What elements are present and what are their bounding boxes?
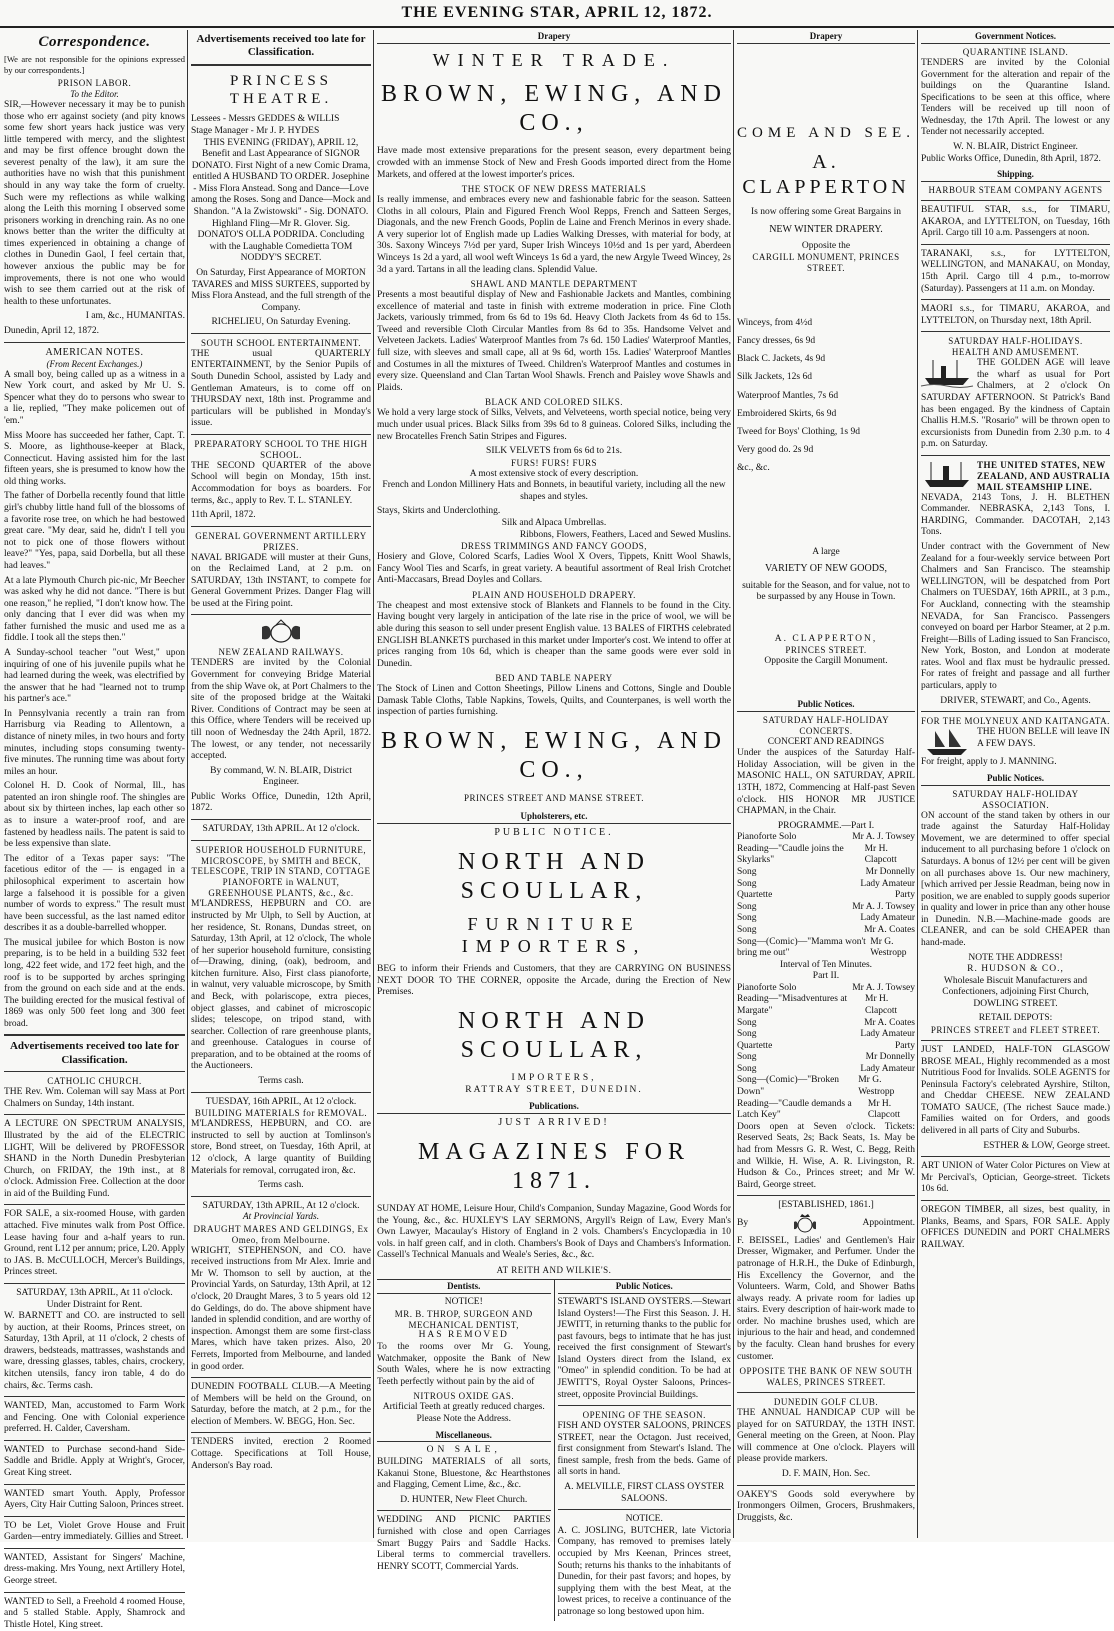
us-mail-body: Under contract with the Government of New Zealand for a four-weekly service between Port Chalmers and San Francisco. The steamship WELLINGTON, will be despatched from Port Chalmers on TUESDAY, 16th APRIL, at 3 p.m., For Auckland, connecting with the steamship NEVADA, for San Francisco. Passengers conveyed on board per Harbor Steamer, at 2 p.m. Freight—Bills of Lading issued to San Francisco, New York, Boston, and London at moderate rates. Wool and flax must be hydraulic pressed. For rates of freight and passage and all further particulars, apply to <box>921 542 1110 691</box>
programme-item-value: Mr A. Coates <box>864 1017 915 1028</box>
programme-item <box>737 925 915 937</box>
programme-item <box>737 879 915 891</box>
oysters-notice: STEWART'S ISLAND OYSTERS.—Stewart Island Oysters!—The First this Season. J. H. JEWITT, in returning thanks to the public for past favours, begs to intimate that he has just received the first consignment of Stewart's Island Oysters direct from the Island, ex "Omeo" in splendid condition. To be had at JEWITT'S, Royal Oyster Saloons, Princes-street, opposite Provincial Buildings. <box>557 1296 731 1400</box>
terms-label: Terms cash. <box>258 1076 304 1087</box>
taranaki: TARANAKI, s.s., for LYTTELTON, WELLINGTON, and MANAKAU, on Monday, 15th April. Cargo till 4 p.m., to-morrow (Saturday). Passengers at 11 a.m. on Monday. <box>921 248 1110 294</box>
american-notes-heading: AMERICAN NOTES. <box>45 346 144 358</box>
come-and-see: COME AND SEE. <box>737 124 915 141</box>
wanted-ad: WANTED to Purchase second-hand Side-Saddle and Bridle. Apply at Wright's, Grocer, Great King street. <box>4 1444 185 1479</box>
church-notice: THE Rev. Wm. Coleman will say Mass at Port Chalmers on Sunday, 14th instant. <box>4 1087 185 1109</box>
theatre-heading: PRINCESS THEATRE. <box>229 72 333 108</box>
railways-heading: NEW ZEALAND RAILWAYS. <box>218 647 344 658</box>
by-label: By <box>737 1218 749 1229</box>
brown-ewing-footer: BROWN, EWING, AND CO., <box>381 727 727 784</box>
programme-item-label: Song <box>737 867 757 878</box>
plain-body: The cheapest and most extensive stock of Blankets and Flannels to be found in the City. Having bought very largely in anticipation of the late rise in the price of wool, we will be able during this season to sell under present English value. 13 BALES of FIRTHS celebrated ENGLISH BLANKETS purchased in this market under Importer's cost. We intend to offer at prices ranging from 10s 6d, which is cheaper than the same goods were ever sold in Dunedin. <box>377 600 731 669</box>
harbour-heading: HARBOUR STEAM COMPANY AGENTS <box>928 185 1103 196</box>
price-item <box>737 332 915 350</box>
quarantine-office: Public Works Office, Dunedin, 8th April, 1872. <box>921 153 1101 164</box>
prep-date: 11th April, 1872. <box>191 510 256 521</box>
wedding-parties: WEDDING AND PICNIC PARTIES furnished with close and open Carriages Smart Buggy Pairs and Saddle Hacks. Liberal terms to commercial travellers. HENRY SCOTT, Commercial Yards. <box>377 1515 551 1572</box>
church-heading: CATHOLIC CHURCH. <box>47 1076 142 1087</box>
programme-item <box>737 1041 915 1053</box>
programme-item-label: Pianoforte Solo <box>737 982 797 993</box>
princes-street: PRINCES STREET. <box>785 645 867 656</box>
clapperton-sign: A. CLAPPERTON, <box>774 633 878 644</box>
american-note: Miss Moore has succeeded her father, Capt. T. S. Moore, as lighthouse-keeper at Black, Connecticut. Having assisted him for the last fifteen years, she is presumed to know how the old thing works. <box>4 430 185 487</box>
bed-body: The Stock of Linen and Cotton Sheetings, Pillow Linens and Cottons, Single and Double Damask Table Cloths, Table Napkins, Towels, Quilts, and Counterpanes, is well worth the inspection of parties furnishing. <box>377 684 731 718</box>
section-drapery: Drapery <box>377 30 731 44</box>
dentist-removed: HAS REMOVED <box>418 1330 509 1341</box>
retail-address: PRINCES STREET and FLEET STREET. <box>930 1025 1101 1036</box>
opposite-label: Opposite the <box>801 240 851 251</box>
winter-trade-heading: WINTER TRADE. <box>432 49 676 70</box>
just-arrived: JUST ARRIVED! <box>498 1117 610 1129</box>
column-2 <box>191 30 371 1538</box>
programme-item <box>737 913 915 925</box>
programme-item <box>737 902 915 914</box>
brown-ewing-heading: BROWN, EWING, AND CO., <box>381 80 727 137</box>
programme-item-label: Song <box>737 878 757 889</box>
programme-item-label: Song <box>737 1029 757 1040</box>
masthead: THE EVENING STAR, APRIL 12, 1872. <box>0 0 1114 28</box>
melville-sign: A. MELVILLE, FIRST CLASS OYSTER SALOONS. <box>564 1482 725 1504</box>
programme-item <box>737 1018 915 1030</box>
programme-item-label: Song—(Comic)—"Mamma won't bring me out" <box>737 936 866 959</box>
cargill-address: CARGILL MONUMENT, PRINCES STREET. <box>752 252 900 274</box>
school-heading: SOUTH SCHOOL ENTERTAINMENT. <box>201 337 361 348</box>
interval: Interval of Ten Minutes. <box>779 959 873 970</box>
late-ads-heading: Advertisements received too late for Classification. <box>196 33 366 59</box>
american-note: The musical jubilee for which Boston is now preparing, is to be held in a building 532 feet long, 422 feet wide, and 172 feet high, and the roof is to be supported by arches springing from the ground on each side and at the ends. The building erected for the musical festival of 1869 was only 500 feet long and 300 feet broad. <box>4 937 185 1029</box>
silk-heading: BLACK AND COLORED SILKS. <box>484 397 623 408</box>
price-item-label: Fancy dresses, 6s 9d <box>737 336 816 347</box>
concert-heading: SATURDAY HALF-HOLIDAY CONCERTS. <box>762 714 890 736</box>
correspondence-title: Correspondence. <box>38 34 151 50</box>
wanted-ad: WANTED, Man, accustomed to Farm Work and Fencing. One with Colonial experience preferred. H. Calder, Caversham. <box>4 1401 185 1435</box>
shawl-body: Presents a most beautiful display of New and Fashionable Jackets and Mantles, combining excellence of material and taste in finish with extreme moderation in price. Fine Cloth Jackets, variously trimmed, from 6s 6d to 19s 6d. Heavy Cloth Jackets from 4s 6d to 15s. Tweed and reversible Cloth Circular Mantles from 8s 6d to 35s. Handsome Velvet and Velveteen Jackets. Ladies' Waterproof Mantles from 7s 6d. 150 Ladies' Waterproof Mantles, full size, with sleeves and small cape, all at 9s 6d, worth 15s. Ladies' Waterproof Mantles and Costumes in all the mixtures of Tweed. Children's Waterproof Mantles and costumes in every size. Queensland and Clan Tartan Wool Shawls. French and Paisley wove Shawls and Plaids. <box>377 290 731 393</box>
barnett-auction: W. BARNETT and CO. are instructed to sell by auction, at their Rooms, Princes street, on Saturday, 13th April, at 11 o'clock, 2 chests of drawers, bedsteads, mattrasses, washstands and ware, dressing glasses, tables, chairs, crockery, kitchen utensils, fancy iron table, 4 do do chairs, &c. Terms cash. <box>4 1311 185 1391</box>
programme-item-value: Lady Amateur <box>860 913 915 924</box>
programme-item-value: Mr Donnelly <box>865 867 915 878</box>
velvet-line: SILK VELVETS from 6s 6d to 21s. <box>486 446 622 457</box>
artillery-notice: NAVAL BRIGADE will muster at their Guns, on the Reclaimed Land, at 2 p.m. on SATURDAY, 13th INSTANT, to compete for General Government Prizes. Danger Flag will be used at the Firing point. <box>191 552 371 609</box>
programme-item <box>737 832 915 844</box>
prison-date: Dunedin, April 12, 1872. <box>4 325 99 336</box>
section-public-notices: Public Notices. <box>737 698 915 712</box>
price-item-label: Tweed for Boys' Clothing, 1s 9d <box>737 426 860 437</box>
section-government-notices: Government Notices. <box>921 30 1110 44</box>
steamship-icon <box>921 358 973 388</box>
furs-heading: FURS! FURS! FURS <box>510 457 598 468</box>
artillery-heading: GENERAL GOVERNMENT ARTILLERY PRIZES. <box>195 530 367 552</box>
programme-item-label: Reading—"Caudle demands a Latch Key" <box>737 1098 852 1121</box>
theatre-lessees: Lessees - Messrs GEDDES & WILLIS <box>191 114 340 125</box>
american-note: At a late Plymouth Church pic-nic, Mr Beecher was asked why he did not dance. "There is but one reason," he replied, "I don't know how. The only dancing that I ever did was when my father furnished the music and used me as a fiddle. I took all the steps then." <box>4 575 185 644</box>
beautiful-star: BEAUTIFUL STAR, s.s., for TIMARU, AKAROA, and LYTTELTON, on Tuesday, 16th April. Cargo till 10 a.m. Passengers at noon. <box>921 205 1110 239</box>
prison-signature: I am, &c., HUMANITAS. <box>85 311 185 322</box>
programme-item-label: Reading—"Caudle joins the Skylarks" <box>737 843 844 866</box>
auction-date: SATURDAY, 13th APRIL, At 11 o'clock. <box>16 1287 173 1298</box>
column-4 <box>737 30 915 1538</box>
golf-body: THE ANNUAL HANDICAP CUP will be played for on SATURDAY, the 13TH INST. General meeting on the Green, at Noon. Play will commence at One o'clock. Players will please provide markers. <box>737 1408 915 1465</box>
railways-notice: TENDERS are invited by the Colonial Government for conveying Bridge Material from the ship Wave ok, at Port Chalmers to the site of the proposed bridge at the Waitaki River. Conditions of Contract may be seen at this Office, where Tenders will be received up till noon of Wednesday the 24th April, 1872. The lowest, or any tender, not necessarily accepted. <box>191 658 371 762</box>
glasgow-meal: JUST LANDED, HALF-TON GLASGOW BROSE MEAL, Highly recommended as a most Nutritious Food for Invalids. SOLE AGENTS for Peninsula Factory's celebrated Ayrshire, Stilton, and Cheddar CHEESE. NEW ZEALAND TOMATO SAUCE, (The richest Sauce made.) Families waited on for Orders, and goods delivered in all parts of City and Suburbs. <box>921 1044 1110 1137</box>
draught-heading: DRAUGHT MARES AND GELDINGS, Ex Omeo, from Melbourne. <box>193 1223 369 1245</box>
us-mail-ships: NEVADA, 2143 Tons, J. H. BLETHEN Commander. NEBRASKA, 2,143 Tons, I. HARDING, Commander. DACOTAH, 2,143 Tons. <box>921 492 1110 538</box>
column-5 <box>921 30 1110 1538</box>
programme-item <box>737 937 915 960</box>
programme-item-value: Mr H. Clapcott <box>867 1098 901 1121</box>
josling-notice-label: NOTICE. <box>625 1514 663 1525</box>
brown-ewing-address: PRINCES STREET AND MANSE STREET. <box>464 793 644 804</box>
section-miscellaneous: Miscellaneous. <box>377 1429 551 1443</box>
football-notice: DUNEDIN FOOTBALL CLUB.—A Meeting of Members will be held on the Ground, on Saturday, before the match, at 2 p.m., for the election of Members. W. BEGG, Hon. Sec. <box>191 1382 371 1427</box>
building-auction: M'LANDRESS, HEPBURN, and CO. are instructed to sell by auction at Tomlinson's store, Bond street, on Tuesday, 16th April, at 12 o'clock, A large quantity of Building Materials for removal, corrugated iron, &c. <box>191 1119 371 1176</box>
importers-label: IMPORTERS, <box>511 1073 597 1084</box>
american-note: A Sunday-school teacher "out West," upon inquiring of one of his juvenile pupils what he had learned during the week, was electrified by the answer that he had "learned not to trump his partner's ace." <box>4 647 185 705</box>
american-note: The editor of a Texas paper says: "The facetious editor of the — is engaged in a philosophical experiment to ascertain how large a falsehood it is possible for a given number of words to express." The result must have been successful, as the last named editor describes it as a double-barrelled whopper. <box>4 853 185 934</box>
concert-body: Under the auspices of the Saturday Half-Holiday Association, will be given in the MASONIC HALL, ON SATURDAY, APRIL 13TH, 1872, Commencing at Half-past Seven o'clock. HIS HONOR MR JUSTICE CHAPMAN, in the Chair. <box>737 748 915 817</box>
nitrous-oxide: NITROUS OXIDE GAS. <box>413 1391 515 1402</box>
furs-body: A most extensive stock of every description. <box>469 468 639 479</box>
programme-list-1 <box>737 832 915 959</box>
association-heading: SATURDAY HALF-HOLIDAY ASSOCIATION. <box>952 788 1079 810</box>
price-item <box>737 423 915 441</box>
draught-auction: WRIGHT, STEPHENSON, and CO. have received instructions from Mr Alex. Imrie and Mr W. Thomson to sell by auction, at the Provincial Yards, on Saturday, 13th April, at 12 o'clock, 20 Draught Mares, 3 to 5 years old 12 do Geldings, do do. The above shipment have landed in splendid condition, and are worthy of inspection. Amongst them are some first-class Mares, which have taken prizes. Also, 20 Ferrets, Imported from Melbourne, and landed in good order. <box>191 1245 371 1372</box>
programme-item <box>737 867 915 879</box>
umbrellas-line: Silk and Alpaca Umbrellas. <box>501 517 607 528</box>
prep-heading: PREPARATORY SCHOOL TO THE HIGH SCHOOL. <box>194 438 368 460</box>
health-heading: HEALTH AND AMUSEMENT. <box>951 347 1080 358</box>
programme-item-value: Mr Donnelly <box>865 1052 915 1063</box>
golf-heading: DUNEDIN GOLF CLUB. <box>773 1397 879 1408</box>
auction-date: SATURDAY, 13th APRIL. At 12 o'clock. <box>202 823 360 834</box>
programme-item <box>737 1064 915 1076</box>
section-dentists: Dentists. <box>377 1280 551 1294</box>
late-ads-heading: Advertisements received too late for Classification. <box>9 1040 179 1066</box>
north-scoullar-heading-2: NORTH AND SCOULLAR, <box>458 1007 650 1064</box>
section-shipping: Shipping. <box>921 168 1110 182</box>
programme-item <box>737 890 915 902</box>
programme-item-value: Mr A. J. Towsey <box>852 901 915 912</box>
distraint-label: Under Distraint for Rent. <box>46 1299 143 1310</box>
wanted-ad: WANTED smart Youth. Apply, Professor Ayers, City Hair Cutting Saloon, Princes street. <box>4 1488 185 1511</box>
programme-item-value: Mr H. Clapcott <box>865 994 898 1016</box>
on-sale-body: BUILDING MATERIALS of all sorts, Kakanui Stone, Bluestone, &c Hearthstones and Flagging, Cement Lime, &c., &c. <box>377 1457 551 1491</box>
programme-item <box>737 1075 915 1098</box>
bank-address: OPPOSITE THE BANK OF NEW SOUTH WALES, PRINCES STREET. <box>739 1366 913 1388</box>
programme-item-value: Lady Amateur <box>860 1029 915 1040</box>
artificial-teeth: Artificial Teeth at greatly reduced charges. Please Note the Address. <box>382 1402 545 1424</box>
price-item-label: Silk Jackets, 12s 6d <box>737 372 812 383</box>
column-divider <box>733 30 734 1538</box>
dress-heading: THE STOCK OF NEW DRESS MATERIALS <box>461 184 647 195</box>
association-body: ON account of the stand taken by others in our trade against the Saturday Half-Holiday Movement, we are determined to offer special inducement to all purchasing before 1 o'clock on Saturdays. A bonus of 12½ per cent will be given on all purchases above 1s. Our new machinery, [which arrived per Jessie Readman, being now in position, we are enabled to supply goods superior in quality and lower in price than any other house in Dunedin. N.B.—Machine-made goods are CLEANER, and can be sold CHEAPER than hand-made. <box>921 810 1110 948</box>
american-note: The father of Dorbella recently found that little girl's chubby little hand full of the blossoms of a favorite rose tree, on which he had bestowed great care. "My dear, said he, didn't I tell you not to pick one of those flowers without leave?" "Yes, papa, said Dorbella, but all these had leaves." <box>4 491 185 571</box>
north-scoullar-heading: NORTH AND SCOULLAR, <box>458 848 650 904</box>
programme-item-value: Party <box>894 1040 915 1051</box>
terms-label: Terms cash. <box>258 1180 304 1191</box>
clapperton-intro: Is now offering some Great Bargains in <box>750 207 902 218</box>
price-item <box>737 405 915 423</box>
huon-apply: For freight, apply to J. MANNING. <box>921 757 1057 768</box>
dress-body: Is really immense, and embraces every new and fashionable fabric for the season. Satteen Cloths in all colours, Plain and Figured French Wool Repps, French and Satteen Serges, Diagonals, and the new French Goods, Poplin de Laine and French Merinos in every shade. A very superior lot of English made up Ladies Walking Dresses, with material for body, at 30s. Saxony Winceys 7½d per yard, Super Irish Winceys 10½d and 1s per yard, Aberdeen Winceys 1s 2d a yard, all wool weft Winceys 1s 6d a yard, the new Argyle Tweed Wincey, 2s 3d a yard. Tartans in all the leading clans. Splendid Value. <box>377 195 731 275</box>
magazines-body: SUNDAY AT HOME, Leisure Hour, Child's Companion, Sunday Magazine, Good Words for the Young, &c., &c. HUXLEY'S LAY SERMONS, Argyll's Reign of Law, Every Man's Own Lawyer, Macaulay's History of England in 2 vols. Chambers's Encyclopædia in 10 vols. in half green calf, and in cloth. Chambers's Book of Days and Chambers's Information. Cassell's Technical Manuals and Weale's Series, &c., &c. <box>377 1204 731 1261</box>
theatre-manager: Stage Manager - Mr J. P. HYDES <box>191 125 320 136</box>
wanted-ad: WANTED to Sell, a Freehold 4 roomed House, and 5 stalled Stable. Apply, Shamrock and Thistle Hotel, King street. <box>4 1596 185 1630</box>
quarantine-sign: W. N. BLAIR, District Engineer. <box>953 141 1078 152</box>
programme-item-value: Mr A. J. Towsey <box>852 982 915 993</box>
concert-sub: CONCERT AND READINGS <box>767 736 885 747</box>
programme-item-label: Song <box>737 1017 757 1028</box>
price-item-label: Winceys, from 4½d <box>737 318 813 329</box>
coat-of-arms-icon <box>256 619 306 645</box>
programme-item <box>737 1099 915 1122</box>
esther-low: ESTHER & LOW, George street. <box>983 1140 1110 1151</box>
price-item-label: Waterproof Mantles, 7s 6d <box>737 390 839 401</box>
price-item <box>737 387 915 405</box>
hudson-body: Wholesale Biscuit Manufacturers and Confectioners, adjoining First Church, DOWLING STREET. <box>942 975 1089 1009</box>
public-notice-heading: PUBLIC NOTICE. <box>494 827 614 839</box>
price-item-label: Very good do. 2s 9d <box>737 444 814 455</box>
golf-secretary: D. F. MAIN, Hon. Sec. <box>781 1468 871 1479</box>
concert-tickets: Doors open at Seven o'clock. Tickets: Reserved Seats, 2s; Back Seats, 1s. May be had from Messrs G. R. West, C. Begg, Reith and Wilkie, H. Wise, A. R. Livingston, R. Hudson & Co., Princes street; and Mr W. Baird, George street. <box>737 1121 915 1190</box>
building-heading: BUILDING MATERIALS for REMOVAL. <box>194 1108 368 1119</box>
auction-date: TUESDAY, 16th APRIL, At 12 o'clock. <box>205 1096 357 1107</box>
quarantine-body: TENDERS are invited by the Colonial Government for the alteration and repair of the buildings on the Quarantine Island. Specifications to be seen at this office, where Tenders will be received up till noon of Wednesday, the 17th April. The lowest or any Tender not necessarily accepted. <box>921 57 1110 138</box>
programme-item-label: Song—(Comic)—"Broken Down" <box>737 1075 840 1098</box>
price-item <box>737 350 915 368</box>
railways-command: By command, W. N. BLAIR, District Engineer. <box>210 765 352 788</box>
programme-item-label: Quartette <box>737 1040 773 1051</box>
established: [ESTABLISHED, 1861.] <box>778 1200 874 1211</box>
stays-line: Stays, Skirts and Underclothing. <box>377 506 501 517</box>
programme-item-value: Mr G. Westropp <box>858 1075 895 1098</box>
programme-item-label: Pianoforte Solo <box>737 832 797 843</box>
price-item-label: &c., &c. <box>737 462 770 473</box>
cargill-opposite: Opposite the Cargill Monument. <box>764 656 888 667</box>
programme-item-value: Lady Amateur <box>860 878 915 889</box>
clapperton-heading: A. CLAPPERTON <box>742 151 910 198</box>
prison-to: To the Editor. <box>70 88 119 99</box>
american-note: In Pennsylvania recently a train ran from Harrisburg via Reading to Allentown, a distance of ninety miles, in two hours and forty minutes, including stops consuming twenty-five minutes. The running time was about forty miles an hour. <box>4 708 185 777</box>
column-divider <box>917 30 918 1538</box>
prep-notice: THE SECOND QUARTER of the above School will begin on Monday, 15th inst. Accommodation for boys as boarders. For terms, &c., apply to Rev. T. L. STANLEY. <box>191 460 371 506</box>
section-public-notices: Public Notices. <box>921 772 1110 786</box>
yards-label: At Provincial Yards. <box>242 1212 320 1223</box>
furniture-auction: M'LANDRESS, HEPBURN and CO. are instructed by Mr Ulph, to Sell by Auction, at her residence, St. Ronans, Dundas street, on Saturday, 13th April, at 12 o'clock, The whole of her superior household furniture, consisting of—Drawing, dining, (oak), bedroom, and kitchen furniture. Also, First class pianoforte, in walnut, very valuable microscope, by Smith and Beck, with polariscope, extra pieces, object glasses, and cabinet of microscopic slides; telescope, on tripod stand, with searcher. Collection of rare greenhouse plants, and greenhouse. Catalogues in course of preparation, and to be obtained at the rooms of the Auctioneers. <box>191 899 371 1072</box>
trimmings-heading: DRESS TRIMMINGS AND FANCY GOODS, <box>460 541 648 552</box>
american-note: Colonel H. D. Cook of Normal, Ill., has patented an iron shingle roof. The shingles are about six by thirteen inches, lap each other so as to insure a water-proof roof, and are fastened by headless nails. The patent is said to be less expensive than slate. <box>4 781 185 850</box>
programme-item-label: Song <box>737 1063 757 1074</box>
programme-item-label: Song <box>737 924 757 935</box>
programme-part-1: PROGRAMME.—Part I. <box>777 820 875 831</box>
oregon-timber: OREGON TIMBER, all sizes, best quality, in Planks, Beams, and Spars, FOR SALE. Apply OFFICES DUNEDIN and PORT CHALMERS RAILWAY. <box>921 1204 1110 1250</box>
programme-item <box>737 844 915 867</box>
price-item <box>737 459 915 477</box>
sailing-ship-icon <box>921 727 973 757</box>
programme-list-2 <box>737 983 915 1122</box>
bed-heading: BED AND TABLE NAPERY <box>495 673 613 684</box>
molyneux-heading: FOR THE MOLYNEUX AND KAITANGATA. <box>921 716 1110 727</box>
richelieu: RICHELIEU, On Saturday Evening. <box>211 317 351 328</box>
section-drapery: Drapery <box>737 30 915 44</box>
disclaimer: [We are not responsible for the opinions expressed by our correspondents.] <box>4 54 185 75</box>
driver-stewart: DRIVER, STEWART, and Co., Agents. <box>940 695 1091 706</box>
appointment-label: Appointment. <box>862 1218 915 1229</box>
programme-item-label: Song <box>737 913 757 924</box>
theatre-saturday: On Saturday, First Appearance of MORTON TAVARES and MISS SURTEES, supported by Miss Flora Anstead, and the full strength of the Company. <box>191 267 371 313</box>
house-sale-notice: FOR SALE, a six-roomed House, with garden attached. Five minutes walk from Post Office. Lease having four and a-half years to run. Ground, rent L12 per annum; price, L20. Apply to JAS. B. McCULLOCH, Mercer's Buildings, Princes street. <box>4 1209 185 1278</box>
programme-item-value: Mr H. Clapcott <box>864 843 897 866</box>
programme-item-label: Quartette <box>737 890 773 901</box>
column-3 <box>377 30 731 1617</box>
prison-heading: PRISON LABOR. <box>57 78 132 89</box>
oakey-ad: OAKEY'S Goods sold everywhere by Ironmongers Oilmen, Grocers, Brushmakers, Druggists, &c. <box>737 1489 915 1523</box>
us-mail-heading: THE UNITED STATES, NEW ZEALAND, AND AUSTRALIA MAIL STEAMSHIP LINE. <box>977 459 1110 492</box>
hudson-heading: R. HUDSON & CO., <box>967 964 1064 975</box>
to-let-ad: TO be Let, Violet Grove House and Fruit Garden—entry immediately. Gillies and Street. <box>4 1520 185 1543</box>
hunter-sign: D. HUNTER, New Fleet Church. <box>400 1494 528 1505</box>
programme-item <box>737 1052 915 1064</box>
huon-belle: THE HUON BELLE will leave IN A FEW DAYS. <box>977 727 1110 749</box>
dentist-notice-label: NOTICE! <box>444 1296 483 1307</box>
steamship-icon <box>921 460 973 490</box>
art-union: ART UNION of Water Color Pictures on View at Mr Percival's, Optician, George-street. Tickets 10s 6d. <box>921 1161 1110 1195</box>
american-note: A small boy, being called up as a witness in a New York court, and asked by Mr U. S. Spencer what they do to persons who swear to a lie, replied, "They make policemen out of 'em." <box>4 369 185 426</box>
plain-heading: PLAIN AND HOUSEHOLD DRAPERY. <box>472 589 636 600</box>
winter-drapery: NEW WINTER DRAPERY. <box>769 223 883 235</box>
column-1 <box>4 30 185 1630</box>
north-scoullar-body: BEG to inform their Friends and Customers, that they are CARRYING ON BUSINESS NEXT DOOR TO THE CORNER, opposite the Arcade, during the Erection of New Premises. <box>377 964 731 998</box>
tender-notice: TENDERS invited, erection 2 Roomed Cottage. Specifications at Toll House, Anderson's Bay road. <box>191 1437 371 1471</box>
section-publications: Publications. <box>377 1100 731 1114</box>
dentist-name: MR. B. THROP, SURGEON AND MECHANICAL DENTIST, <box>394 1308 533 1330</box>
furniture-importers: FURNITURE IMPORTERS, <box>461 914 647 957</box>
price-item-label: Embroidered Skirts, 6s 9d <box>737 408 837 419</box>
auction-date: SATURDAY, 13th APRIL, At 12 o'clock. <box>202 1200 360 1211</box>
programme-item-label: Song <box>737 1052 757 1063</box>
silk-body: We hold a very large stock of Silks, Velvets, and Velveteens, worth special notice, being very much under usual prices. Black Silks from 39s 6d to 8 guineas. Colored Silks, including the new Brocatelles French Satin Stripes and Figures. <box>377 408 731 442</box>
column-divider <box>373 30 374 1538</box>
programme-item-value: Mr A. J. Towsey <box>852 832 915 843</box>
school-notice: THE usual QUARTERLY ENTERTAINMENT, by the Senior Pupils of South Dunedin School, assisted by Lady and Gentleman Amateurs, is to come off on THURSDAY next, 18th inst. Programme and particulars will be published in Monday's issue. <box>191 348 371 429</box>
magazines-heading: MAGAZINES FOR 1871. <box>417 1138 690 1194</box>
price-list <box>737 314 915 476</box>
programme-item <box>737 994 915 1017</box>
programme-item-value: Mr G. Westropp <box>870 936 907 959</box>
section-public-notices: Public Notices. <box>558 1280 732 1294</box>
price-item-label: Black C. Jackets, 4s 9d <box>737 354 826 365</box>
column-divider <box>187 30 188 1538</box>
american-notes-sub: (From Recent Exchanges.) <box>46 358 143 369</box>
royal-crest-icon <box>792 1212 818 1236</box>
price-item <box>737 314 915 332</box>
ribbons-line: Ribbons, Flowers, Feathers, Laced and Sewed Muslins. <box>519 529 731 540</box>
price-item <box>737 368 915 386</box>
rattray-address: RATTRAY STREET, DUNEDIN. <box>465 1084 643 1095</box>
railways-office: Public Works Office, Dunedin, 12th April, 1872. <box>191 791 371 814</box>
section-upholsterers: Upholsterers, etc. <box>377 810 731 824</box>
golden-age: THE GOLDEN AGE will leave the wharf as usual for Port Chalmers, at 2 o'clock On SATURDAY AFTERNOON. St Patrick's Band has been engaged. By the kindness of Captain Challis H.M.S. "Rosario" will be thrown open to excursionists from Dunedin from 2.30 p.m. to 4 p.m. on Saturday. <box>921 358 1110 450</box>
beissel-ad: F. BEISSEL, Ladies' and Gentlemen's Hair Dresser, Wigmaker, and Perfumer. Under the patronage of H.R.H., the Duke of Edinburgh, His Excellency the Governor, and the Volunteers. Warm, Cold, and Shower Baths always ready. A private room for ladies up stairs. Every description of hair-work made to order. No machine brushes used, which are injurious to the hair and head, and condemned by the faculty. Clean hand brushes for every customer. <box>737 1235 915 1362</box>
programme-item <box>737 983 915 995</box>
half-holidays-heading: SATURDAY HALF-HOLIDAYS. <box>948 336 1083 347</box>
programme-item-value: Mr A. Coates <box>864 924 915 935</box>
programme-item <box>737 1029 915 1041</box>
furniture-heading: SUPERIOR HOUSEHOLD FURNITURE, MICROSCOPE, by SMITH and BECK, TELESCOPE, TRIP IN STAND, COTTAGE PIANOFORTE in WALNUT, GREENHOUSE PLANTS, &c., &c. <box>191 844 371 899</box>
prison-letter: SIR,—However necessary it may be to punish those who err against society (and pity knows some few short years hack justice was very little tempered with mercy, and the slightest and may be first offence brought down the severest penalty of the law), it am sure the authorities have no wish that this punishment should in any way take the form of cruelty. Such were my reflections as while walking along the Leith this morning I observed some prisoners working in drenching rain. As no one knows better than the writer the difficulty at times experienced in obtaining a change of clothes in Dunedin Gaol, I feel certain that, however anxious the public may be for improvements, there is not one who would wish to see them carried out at the risk of health to these unfortunates. <box>4 99 185 307</box>
lecture-notice: A LECTURE ON SPECTRUM ANALYSIS, Illustrated by the aid of the ELECTRIC LIGHT, Will be delivered by PROFESSOR SHAND in the North Dunedin Presbyterian Church, on FRIDAY, the 19th inst., at 8 o'clock. Admission Free. Collection at the door in aid of the Building Fund. <box>4 1119 185 1199</box>
programme-item-label: Reading—"Misadventures at Margate" <box>737 994 848 1016</box>
on-sale-heading: ON SALE, <box>426 1445 501 1456</box>
theatre-bill: THIS EVENING (FRIDAY), APRIL 12, Benefit and Last Appearance of SIGNOR DONATO. First Night of a new Comic Drama, entitled A HUSBAND TO ORDER. Josephine - Miss Flora Anstead. Song and Dance—Love among the Roses. Song and Dance—Mock and Shandon. "A la Zwistowski" - Sig. DONATO. Highland Fling—Mr R. Glover. Sig. DONATO'S OLLA PODRIDA. Concluding with the Laughable Comedietta TOM NODDY'S SECRET. <box>191 137 371 264</box>
a-large: A large <box>812 546 840 557</box>
programme-item-value: Lady Amateur <box>860 1063 915 1074</box>
josling-body: A. C. JOSLING, BUTCHER, late Victoria Company, has removed to premises lately occupied by Mrs Keenan, Princes street, South; returns his thanks to the inhabitants of Dunedin, for their past favors; and hopes, by supplying them with the best Meat, at the lowest prices, to receive a continuance of the patronage so long bestowed upon him. <box>557 1525 731 1617</box>
variety-heading: VARIETY OF NEW GOODS, <box>764 563 888 575</box>
price-item <box>737 441 915 459</box>
note-address: NOTE THE ADDRESS! <box>968 952 1063 963</box>
wanted-ad: WANTED, Assistant for Singers' Machine, dress-making. Mrs Young, next Artillery Hotel, George street. <box>4 1552 185 1587</box>
quarantine-heading: QUARANTINE ISLAND. <box>962 46 1069 57</box>
maori: MAORI s.s., for TIMARU, AKAROA, and LYTTELTON, on Thursday next, 18th April. <box>921 304 1110 326</box>
reith-wilkie: AT REITH AND WILKIE'S. <box>496 1265 612 1276</box>
programme-item-label: Song <box>737 901 757 912</box>
programme-item-value: Party <box>894 890 915 901</box>
programme-part-2: Part II. <box>812 971 840 982</box>
season-heading: OPENING OF THE SEASON. <box>582 1410 706 1421</box>
shawl-heading: SHAWL AND MANTLE DEPARTMENT <box>470 279 638 290</box>
retail-depots: RETAIL DEPOTS: <box>978 1013 1053 1024</box>
variety-body: suitable for the Season, and for value, not to be surpassed by any House in Town. <box>742 580 910 603</box>
season-body: FISH AND OYSTER SALOONS, PRINCES STREET, near the Octagon. Just received, first consignment from Stewart's Island. The finest sample, fresh from the beds. Game of all sorts in hand. <box>557 1421 731 1478</box>
brown-ewing-intro: Have made most extensive preparations for the present season, every department being crowded with an immense Stock of New and Fresh Goods imported direct from the Home Markets, and offered at the lowest importer's prices. <box>377 146 731 180</box>
trimmings-body: Hosiery and Glove, Colored Scarfs, Ladies Wool X Overs, Tippets, Knitt Wool Shawls, Fancy Wool Ties and Scarfs, in great variety. A beautiful assortment of Real Irish Crotchet Anti-Maccasars, Bread Doyles and Collars. <box>377 552 731 586</box>
dentist-body: To the rooms over Mr G. Young, Watchmaker, opposite the Bank of New South Wales, where he is now extracting Teeth perfectly without pain by the aid of <box>377 1342 551 1387</box>
millinery: French and London Millinery Hats and Bonnets, in beautiful variety, including all the new shapes and styles. <box>382 480 726 502</box>
